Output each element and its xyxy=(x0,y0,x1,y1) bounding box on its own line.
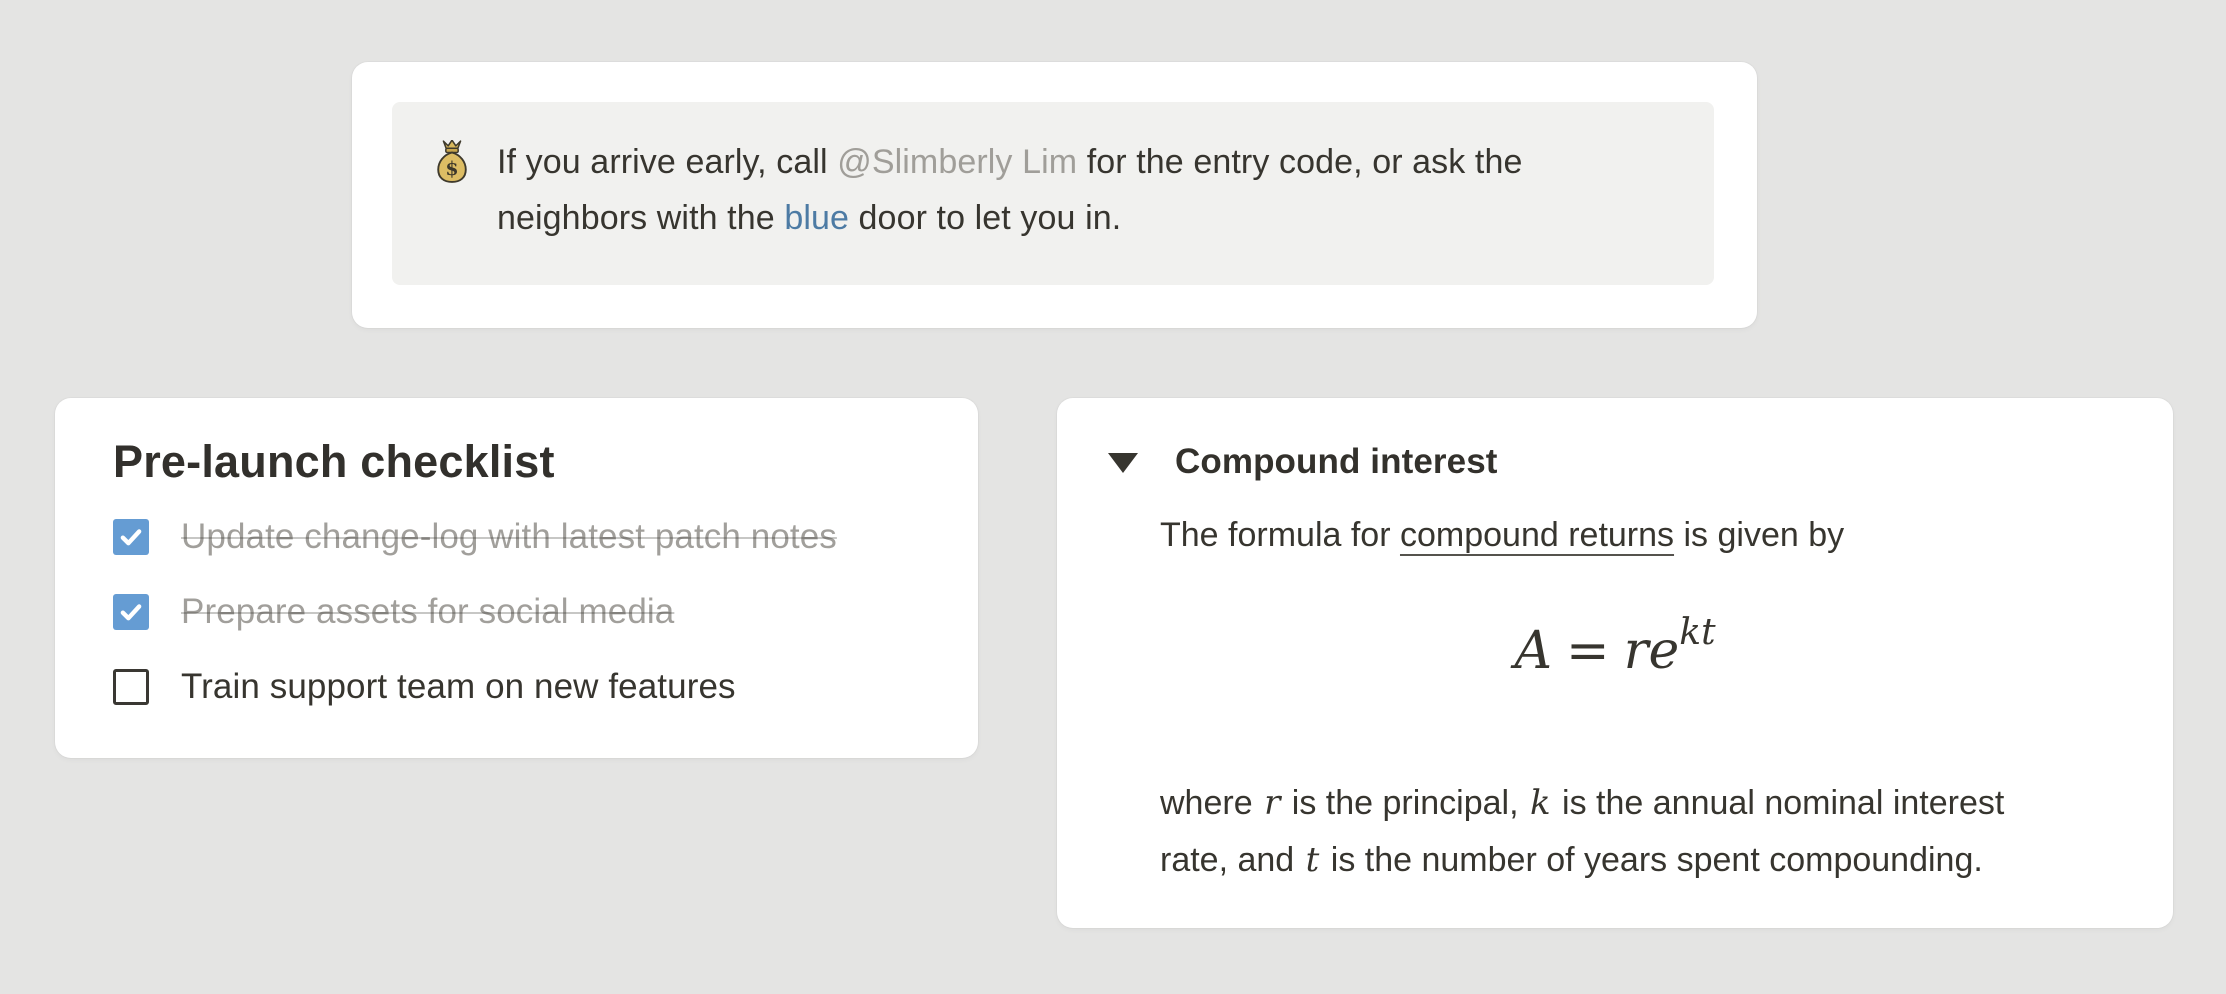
formula-intro-paragraph xyxy=(1160,507,2113,563)
text-segment-link[interactable]: compound returns xyxy=(1399,516,1675,554)
text-segment-normal: is the principal, xyxy=(1282,784,1528,822)
toggle-title: Compound interest xyxy=(1175,442,1498,481)
toggle-open-triangle-icon[interactable] xyxy=(1108,453,1138,473)
equation-equals: = xyxy=(1566,621,1610,681)
equation-block[interactable] xyxy=(1057,612,2173,731)
todo-item[interactable] xyxy=(113,584,938,640)
text-segment-normal: If you arrive early, call xyxy=(497,143,838,181)
text-segment-math: k xyxy=(1530,783,1551,823)
formula-outro-paragraph xyxy=(1160,775,2072,889)
text-segment-normal: is the number of years spent compounding. xyxy=(1321,841,1983,879)
text-segment-normal: where xyxy=(1160,784,1263,822)
text-segment-math: r xyxy=(1264,783,1281,823)
checklist-title: Pre-launch checklist xyxy=(113,436,555,487)
money-bag-emoji[interactable] xyxy=(433,140,471,189)
todo-label: Prepare assets for social media xyxy=(181,592,675,631)
text-segment-blue: blue xyxy=(784,199,849,237)
todo-checkbox[interactable] xyxy=(113,669,149,705)
todo-label: Update change-log with latest patch notes xyxy=(181,517,837,556)
todo-item[interactable] xyxy=(113,659,938,715)
formula-card xyxy=(1057,398,2173,928)
checklist-card xyxy=(55,398,978,758)
equation xyxy=(1514,612,1716,681)
text-segment-math: t xyxy=(1305,840,1320,880)
todo-checkbox[interactable] xyxy=(113,594,149,630)
callout-text xyxy=(497,134,1654,246)
text-segment-normal: for the entry code, or ask the neighbors with the xyxy=(497,143,1523,237)
equation-lhs: A xyxy=(1514,621,1553,681)
checkmark-icon xyxy=(118,599,144,625)
svg-text:$: $ xyxy=(445,157,459,180)
toggle-header[interactable] xyxy=(1057,398,2173,482)
text-segment-normal: is the annual nominal interest rate, and xyxy=(1160,784,2005,879)
text-segment-normal: The formula for xyxy=(1160,516,1400,554)
text-segment-normal: door to let you in. xyxy=(849,199,1122,237)
equation-exponent: kt xyxy=(1679,612,1716,653)
todo-checkbox[interactable] xyxy=(113,519,149,555)
text-segment-normal: is given by xyxy=(1674,516,1845,554)
todo-item[interactable] xyxy=(113,509,938,565)
todo-label: Train support team on new features xyxy=(181,667,736,706)
equation-base: re xyxy=(1623,621,1680,681)
callout-block[interactable] xyxy=(392,102,1714,285)
checkmark-icon xyxy=(118,524,144,550)
text-segment-mention[interactable]: @Slimberly Lim xyxy=(837,143,1078,181)
todo-list xyxy=(113,509,938,715)
callout-card xyxy=(352,62,1757,328)
